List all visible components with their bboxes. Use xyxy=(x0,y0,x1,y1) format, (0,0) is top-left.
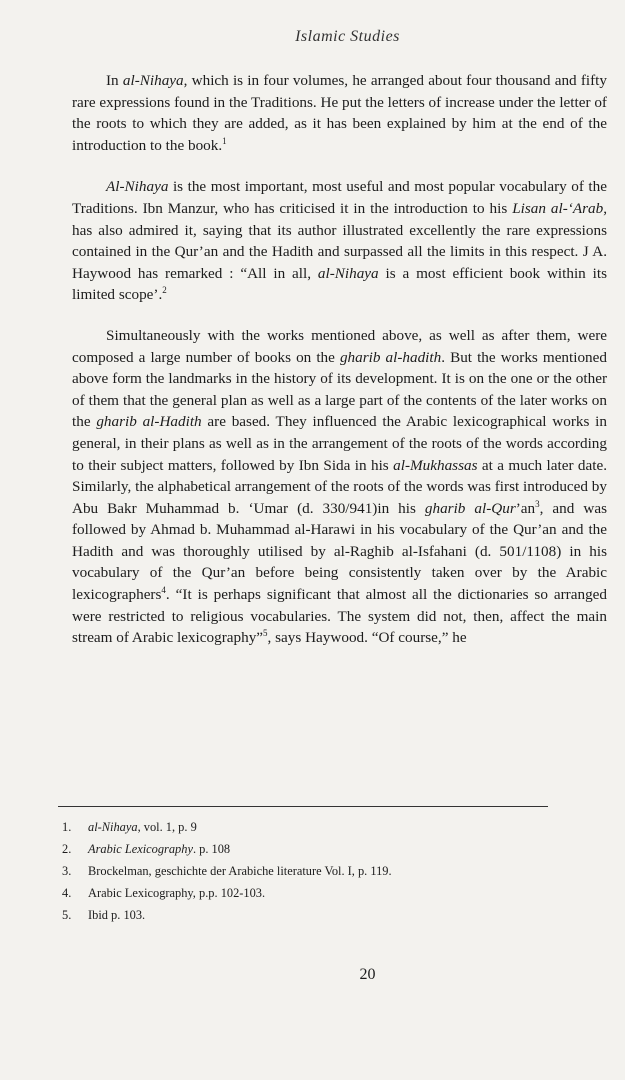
footnote xyxy=(62,860,582,882)
text-run: , and was followed by Ahmad b. Muhammad al-Harawi in his vocabulary of the Qur’an and the Hadith and was thoroughly utilised by al-Raghib al-Isfahani (d. 501/1108) in his vocabulary of the Qur’an before being consistently taken over by the Arabic lexicographers xyxy=(72,499,607,604)
text-run: Brockelman, geschichte der Arabiche literature Vol. I, p. 119. xyxy=(88,864,392,878)
italic-text: gharib al-hadith xyxy=(339,348,442,366)
footnote-ref: 2 xyxy=(162,285,167,296)
paragraph xyxy=(72,325,607,649)
footnote-ref: 1 xyxy=(222,135,227,146)
text-run: In xyxy=(106,72,123,89)
paragraph xyxy=(72,70,607,156)
text-run: . But the works mentioned above form the landmarks in the history of its development. It is on the one or the other of them that the general plan as well as a large part of the contents of the later works on the xyxy=(72,348,607,431)
italic-text: al-Nihaya xyxy=(122,72,184,89)
footnote-ref: 5 xyxy=(263,628,268,639)
italic-text: al-Nihaya xyxy=(317,264,379,282)
footnote xyxy=(62,882,582,904)
text-run: Simultaneously with the works mentioned above, as well as after them, were composed a large number of books on the xyxy=(72,326,607,366)
footnote-ref: 3 xyxy=(535,498,540,509)
footnote xyxy=(62,816,582,838)
text-run: . p. 108 xyxy=(192,842,231,856)
text-run: , which is in four volumes, he arranged about four thousand and fifty rare expressions found in the Traditions. He put the letters of increase under the letter of the roots to which they are added, as it has been explained by him at the end of the introduction to the book. xyxy=(72,72,607,154)
footnotes-list xyxy=(62,816,582,926)
footnote-number: 5. xyxy=(62,908,72,922)
footnote-number: 1. xyxy=(62,820,72,834)
footnote-number: 3. xyxy=(62,864,72,878)
text-run: at a much later date. Similarly, the alphabetical arrangement of the roots of the words was first introduced by Abu Bakr Muhammad b. ‘Umar (d. 330/941)in his xyxy=(72,456,608,517)
italic-text: al-Nihaya xyxy=(88,820,138,834)
text-run: is a most efficient book within its limited scope’. xyxy=(72,264,607,304)
footnote-number: 4. xyxy=(62,886,72,900)
footnote-text xyxy=(88,820,197,834)
text-run: are based. They influenced the Arabic lexicographical works in general, in their plans as well as in the arrangement of the roots of the words according to their subject matters, followed by Ibn Sida in his xyxy=(72,413,607,474)
text-run: . “It is perhaps significant that almost all the dictionaries so arranged were restricted to religious vocabularies. The system did not, then, affect the main stream of Arabic lexicography” xyxy=(72,586,607,647)
footnote-number: 2. xyxy=(62,842,72,856)
footnote xyxy=(62,838,582,860)
italic-text: Lisan al-‘Arab xyxy=(512,199,604,217)
text-run: , says Haywood. “Of course,” he xyxy=(267,629,467,647)
page-number: 20 xyxy=(359,966,376,983)
text-run: is the most important, most useful and most popular vocabulary of the Traditions. Ibn Manzur, who has criticised it in the introduction to his xyxy=(72,178,607,217)
text-run: , vol. 1, p. 9 xyxy=(137,820,197,834)
text-run: , has also admired it, saying that its author illustrated excellently the rare expressions contained in the Qur’an and the Hadith and surpassed all the limits in this respect. J A. Haywood has remarked : “All in all, xyxy=(72,199,608,282)
footnote-divider xyxy=(58,806,548,807)
italic-text: gharib al-Hadith xyxy=(96,413,202,431)
italic-text: gharib al-Qur xyxy=(424,499,516,517)
footnote-text xyxy=(88,842,230,856)
footnote-text xyxy=(88,864,392,878)
text-run: Ibid p. 103. xyxy=(88,908,146,922)
body-text xyxy=(72,70,607,669)
paragraph xyxy=(72,176,607,306)
text-run: ’an xyxy=(515,499,536,517)
text-run: Arabic Lexicography, p.p. 102-103. xyxy=(88,886,266,900)
footnote xyxy=(62,904,582,926)
italic-text: Arabic Lexicography xyxy=(88,842,193,856)
footnote-text xyxy=(88,886,265,900)
running-head: Islamic Studies xyxy=(295,28,400,45)
footnote-text xyxy=(88,908,145,922)
footnote-ref: 4 xyxy=(161,585,166,595)
italic-text: al-Mukhassas xyxy=(393,456,478,474)
italic-text: Al-Nihaya xyxy=(106,178,169,196)
